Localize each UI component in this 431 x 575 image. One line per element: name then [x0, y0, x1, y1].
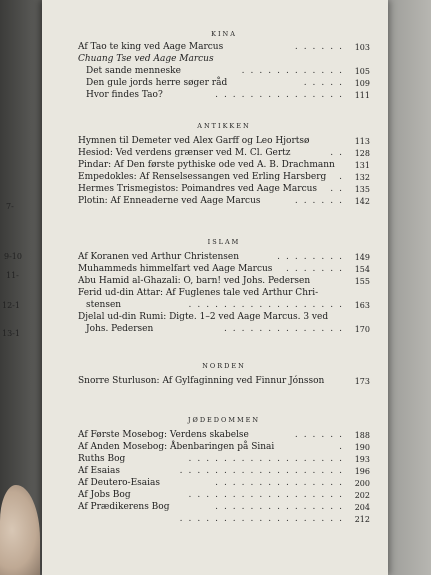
section-heading-norden: NORDEN	[202, 362, 246, 370]
toc-entry: Ruths Bog .................. 193	[78, 454, 370, 464]
adjacent-page-text: 12-1	[2, 301, 20, 310]
toc-entry: Hermes Trismegistos: Poimandres ved Aage Marcus .. 135	[78, 184, 370, 194]
toc-entry: Plotin: Af Enneaderne ved Aage Marcus ...... 142	[78, 196, 370, 206]
toc-entry: Empedokles: Af Renselsessangen ved Erling Harsberg . 132	[78, 172, 370, 182]
section-heading-islam: ISLAM	[207, 238, 241, 246]
toc-entry: ................... 212	[179, 514, 370, 524]
adjacent-page-text: 13-1	[2, 329, 20, 338]
toc-entry: Djelal ud-din Rumi: Digte. 1–2 ved Aage Marcus. 3 ved	[78, 312, 329, 322]
toc-entry: stensen .................. 163	[86, 300, 370, 310]
toc-entry: Af Anden Mosebog: Åbenbaringen på Sinai . 190	[78, 442, 370, 452]
toc-entry: Af Esaias ................... 196	[78, 466, 370, 476]
toc-entry: Af Jobs Bog .................. 202	[78, 490, 370, 500]
toc-entry: Af Koranen ved Arthur Christensen ........ 149	[78, 252, 370, 262]
toc-entry: Det sande menneske ............ 105	[86, 66, 370, 76]
toc-entry: Hymnen til Demeter ved Alex Garff og Leo Hjortsø 113	[78, 136, 370, 146]
toc-entry: Chuang Tse ved Aage Marcus	[78, 54, 214, 64]
toc-entry: Af Første Mosebog: Verdens skabelse ...... 188	[78, 430, 370, 440]
adjacent-page-text: 11-	[6, 271, 19, 280]
toc-entry: Johs. Pedersen .............. 170	[86, 324, 370, 334]
section-heading-kina: KINA	[211, 30, 237, 38]
section-heading-antikken: ANTIKKEN	[197, 122, 251, 130]
section-heading-jodedommen: JØDEDOMMEN	[187, 416, 261, 424]
toc-entry: Hesiod: Ved verdens grænser ved M. Cl. Gertz .. 128	[78, 148, 370, 158]
toc-entry: Af Prædikerens Bog ............... 204	[78, 502, 370, 512]
toc-entry: Hvor findes Tao? ............... 111	[86, 90, 370, 100]
toc-entry: Muhammeds himmelfart ved Aage Marcus ....... 154	[78, 264, 370, 274]
background-right	[381, 0, 431, 575]
toc-entry: Den gule jords herre søger råd ..... 109	[86, 78, 370, 88]
toc-entry: Ferid ud-din Attar: Af Fuglenes tale ved Arthur Chri-	[78, 288, 319, 298]
toc-entry: Pindar: Af Den første pythiske ode ved A. B. Drachmann 131	[78, 160, 370, 170]
toc-entry: Abu Hamid al-Ghazali: O, barn! ved Johs. Pedersen 155	[78, 276, 370, 286]
toc-entry: Af Tao te king ved Aage Marcus ...... 103	[78, 42, 370, 52]
adjacent-page-text: 9-10	[4, 252, 22, 261]
book-page	[42, 0, 388, 575]
toc-entry: Af Deutero-Esaias ............... 200	[78, 478, 370, 488]
adjacent-page-text: 7-	[6, 202, 14, 211]
toc-entry: Snorre Sturluson: Af Gylfaginning ved Finnur Jónsson 173	[78, 376, 370, 386]
